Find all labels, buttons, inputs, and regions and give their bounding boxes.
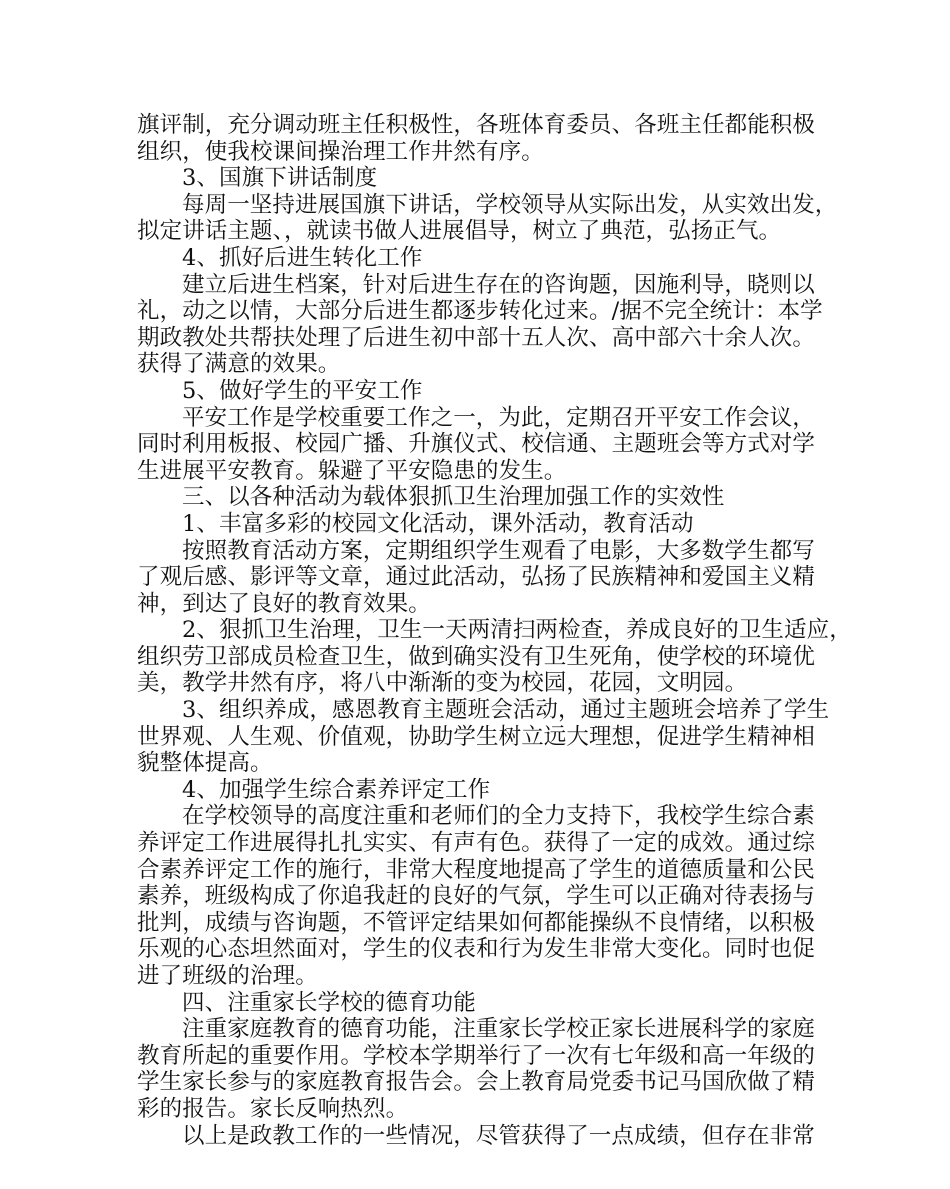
text-line: 彩的报告。家长反响热烈。 bbox=[137, 1095, 409, 1122]
text-line: 教育所起的重要作用。学校本学期举行了一次有七年级和高一年级的 bbox=[137, 1042, 816, 1069]
text-line: 组织，使我校课间操治理工作井然有序。 bbox=[137, 138, 544, 165]
text-line: 每周一坚持进展国旗下讲话，学校领导从实际出发，从实效出发， bbox=[182, 191, 838, 218]
text-line: 三、以各种活动为载体狠抓卫生治理加强工作的实效性 bbox=[182, 484, 725, 511]
text-line: 5、做好学生的平安工作 bbox=[182, 377, 423, 404]
text-line: 2、狠抓卫生治理，卫生一天两清扫两检查，养成良好的卫生适应， bbox=[182, 617, 852, 644]
text-line: 旗评制，充分调动班主任积极性，各班体育委员、各班主任都能积极 bbox=[137, 112, 816, 138]
text-line: 素养，班级构成了你追我赶的良好的气氛，学生可以正确对待表扬与 bbox=[137, 883, 816, 910]
text-line: 神，到达了良好的教育效果。 bbox=[137, 590, 431, 617]
text-line: 组织劳卫部成员检查卫生，做到确实没有卫生死角，使学校的环境优 bbox=[137, 643, 816, 670]
text-line: 貌整体提高。 bbox=[137, 750, 273, 777]
text-line: 4、抓好后进生转化工作 bbox=[182, 244, 423, 271]
text-line: 批判，成绩与咨询题，不管评定结果如何都能操纵不良情绪，以积极 bbox=[137, 909, 816, 936]
text-line: 获得了满意的效果。 bbox=[137, 351, 341, 378]
text-line: 生进展平安教育。躲避了平安隐患的发生。 bbox=[137, 457, 567, 484]
text-line: 4、加强学生综合素养评定工作 bbox=[182, 776, 491, 803]
text-line: 期政教处共帮扶处理了后进生初中部十五人次、高中部六十余人次。 bbox=[137, 324, 816, 351]
text-line: 同时利用板报、校园广播、升旗仪式、校信通、主题班会等方式对学 bbox=[137, 431, 816, 458]
text-line: 养评定工作进展得扎扎实实、有声有色。获得了一定的成效。通过综 bbox=[137, 830, 816, 857]
text-line: 美，教学井然有序，将八中渐渐的变为校园，花园，文明园。 bbox=[137, 670, 748, 697]
text-line: 世界观、人生观、价值观，协助学生树立远大理想，促进学生精神相 bbox=[137, 723, 816, 750]
text-line: 了观后感、影评等文章，通过此活动，弘扬了民族精神和爱国主义精 bbox=[137, 564, 816, 591]
text-line: 3、国旗下讲话制度 bbox=[182, 165, 378, 192]
text-line: 按照教育活动方案，定期组织学生观看了电影，大多数学生都写 bbox=[182, 537, 815, 564]
text-line: 以上是政教工作的一些情况，尽管获得了一点成绩，但存在非常 bbox=[182, 1122, 815, 1149]
text-line: 1、丰富多彩的校园文化活动，课外活动，教育活动 bbox=[182, 510, 694, 537]
text-line: 平安工作是学校重要工作之一，为此，定期召开平安工作会议， bbox=[182, 404, 815, 431]
text-line: 合素养评定工作的施行，非常大程度地提高了学生的道德质量和公民 bbox=[137, 856, 816, 883]
text-line: 在学校领导的高度注重和老师们的全力支持下，我校学生综合素 bbox=[182, 803, 815, 830]
text-line: 建立后进生档案，针对后进生存在的咨询题，因施利导，晓则以 bbox=[182, 271, 815, 298]
text-line: 学生家长参与的家庭教育报告会。会上教育局党委书记马国欣做了精 bbox=[137, 1069, 816, 1096]
text-line: 进了班级的治理。 bbox=[137, 963, 318, 989]
text-line: 礼，动之以情，大部分后进生都逐步转化过来。/据不完全统计：本学 bbox=[137, 298, 823, 325]
text-line: 拟定讲话主题、，就读书做人进展倡导，树立了典范，弘扬正气。 bbox=[137, 218, 782, 245]
text-line: 四、注重家长学校的德育功能 bbox=[182, 989, 476, 1016]
text-line: 乐观的心态坦然面对，学生的仪表和行为发生非常大变化。同时也促 bbox=[137, 936, 816, 963]
text-line: 注重家庭教育的德育功能，注重家长学校正家长进展科学的家庭 bbox=[182, 1016, 815, 1043]
document-body bbox=[137, 112, 852, 1149]
text-line: 3、组织养成，感恩教育主题班会活动，通过主题班会培养了学生 bbox=[182, 697, 830, 724]
